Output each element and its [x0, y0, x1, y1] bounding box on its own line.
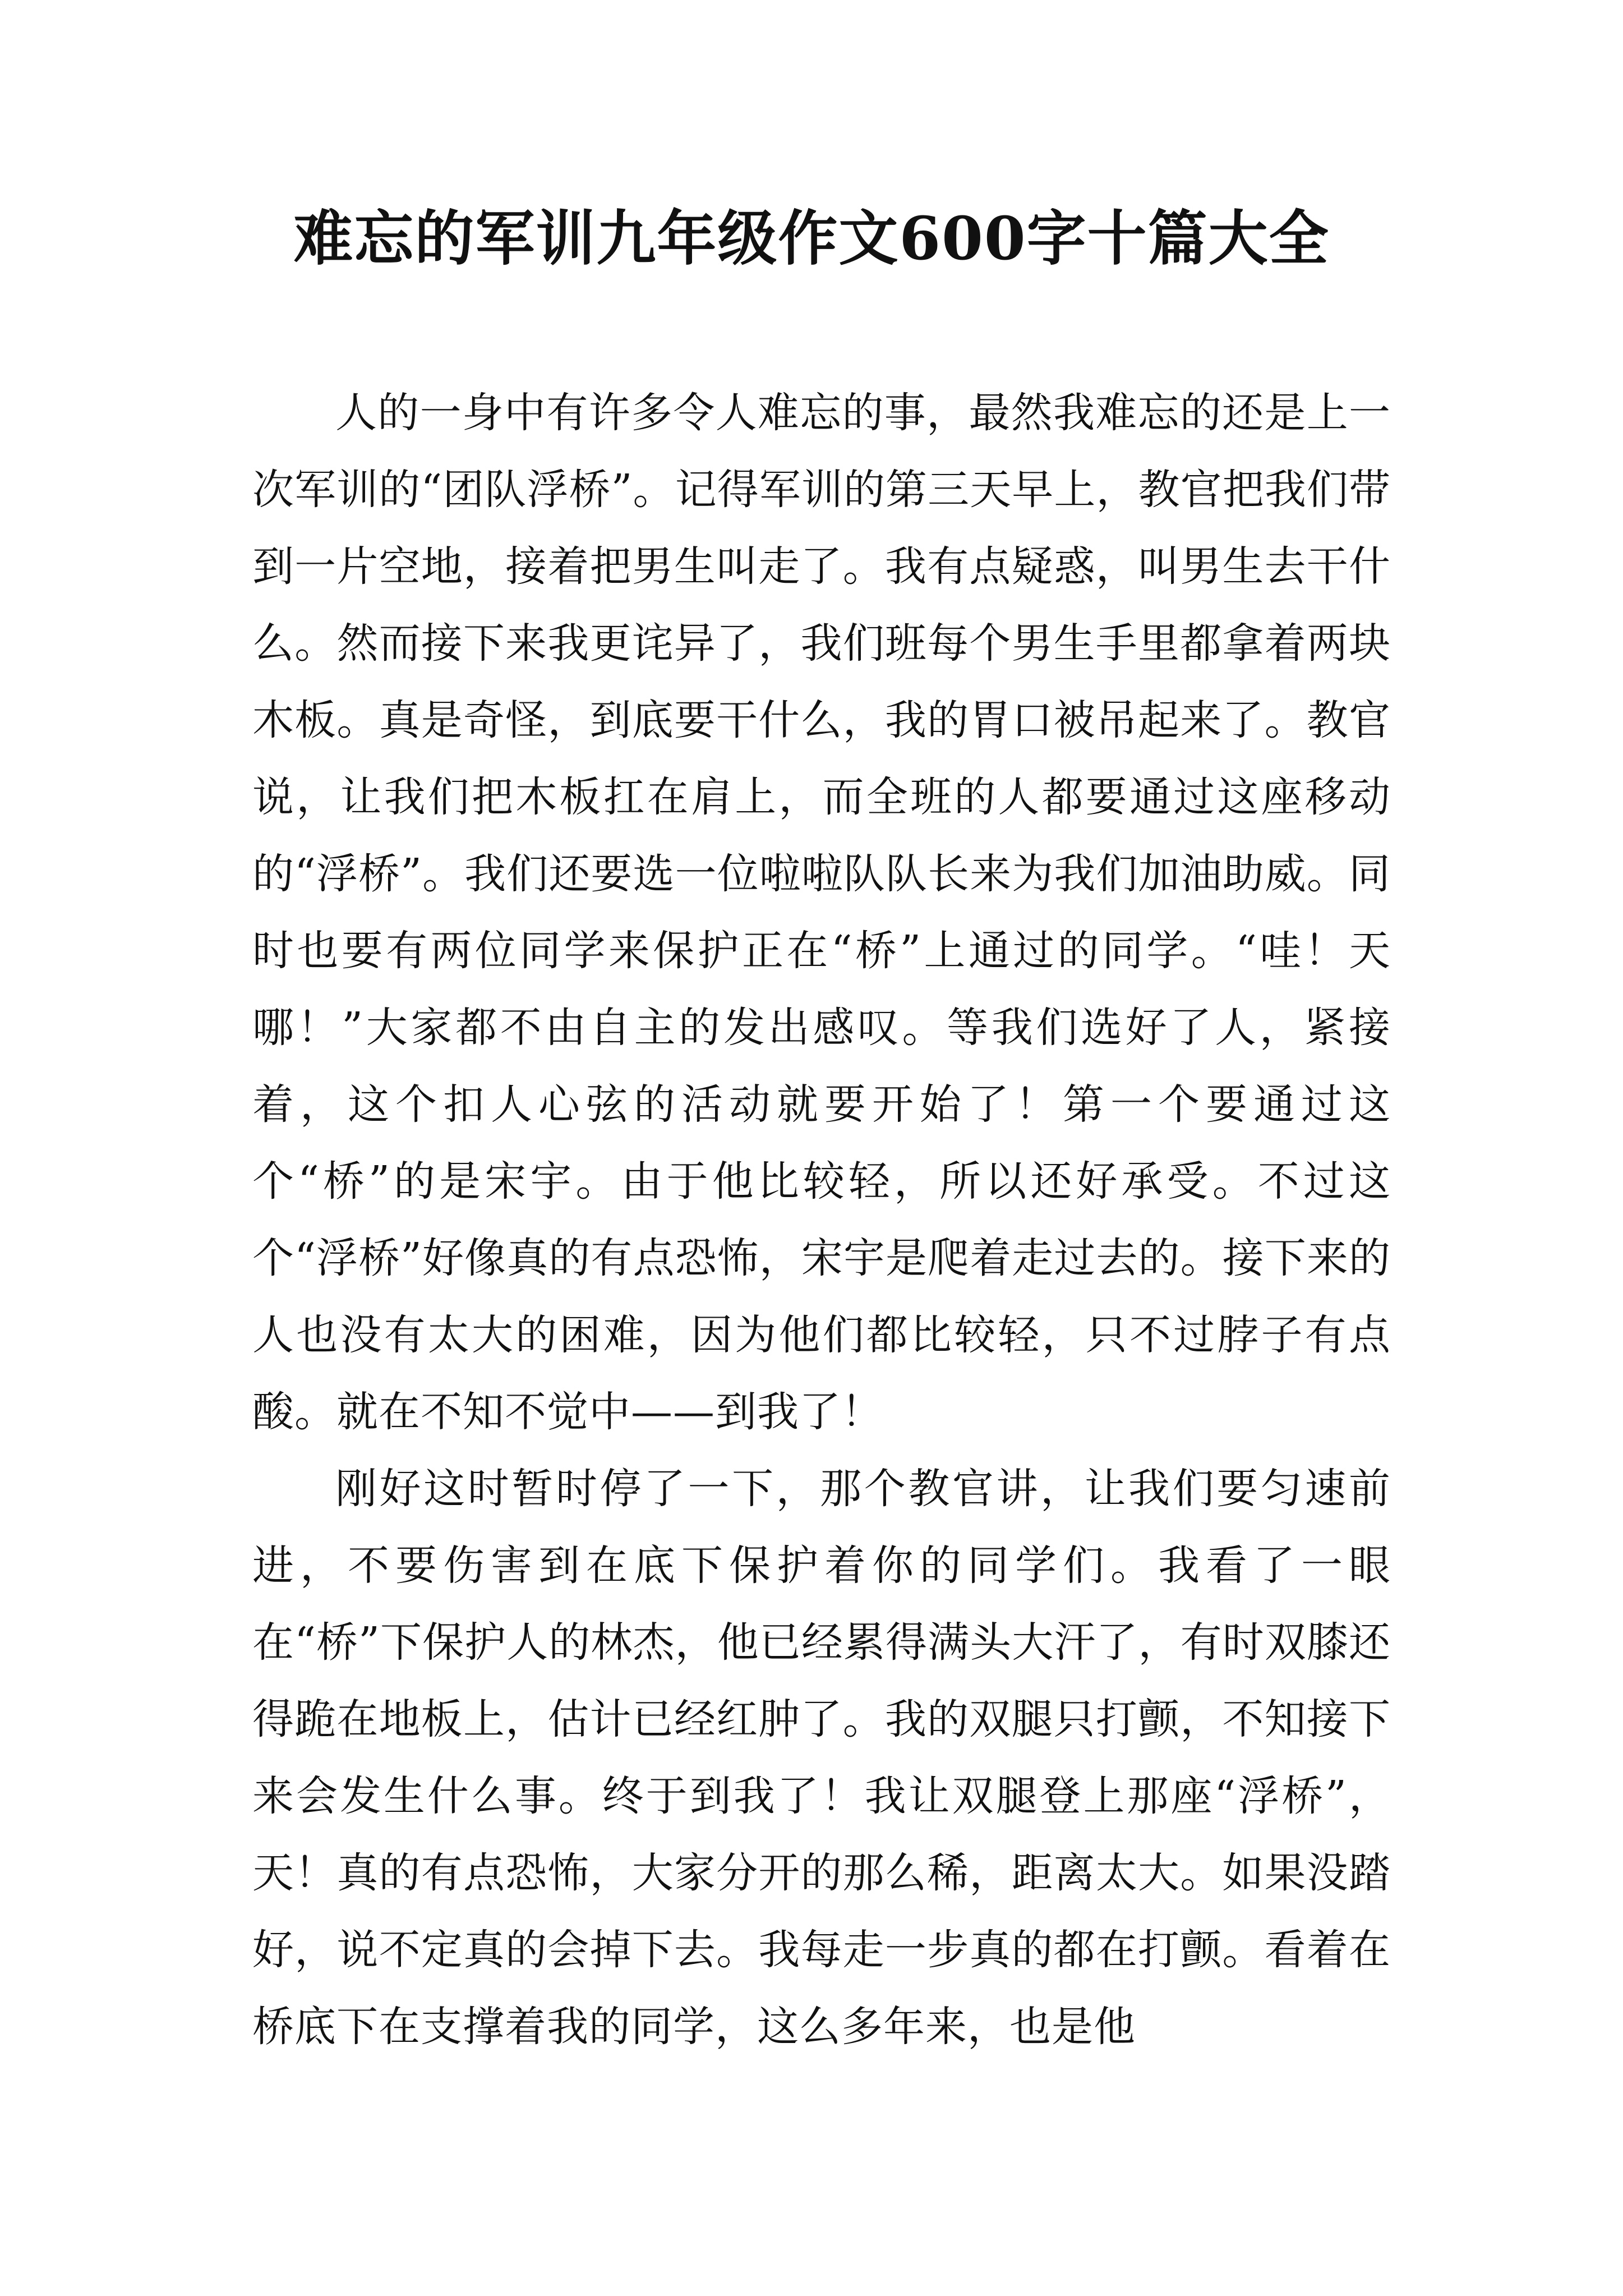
paragraph-2: 刚好这时暂时停了一下，那个教官讲，让我们要匀速前进，不要伤害到在底下保护着你的同学们。我看了一眼在“桥”下保护人的林杰，他已经累得满头大汗了，有时双膝还得跪在地板上，估计已经红肿了。我的双腿只打颤，不知接下来会发生什么事。终于到我了！我让双腿登上那座“浮桥”，天！真的有点恐怖，大家分开的那么稀，距离太大。如果没踏好，说不定真的会掉下去。我每走一步真的都在打颤。看着在桥底下在支撑着我的同学，这么多年来，也是他	[252, 1465, 1391, 2051]
paragraph-1: 人的一身中有许多令人难忘的事，最然我难忘的还是上一次军训的“团队浮桥”。记得军训的第三天早上，教官把我们带到一片空地，接着把男生叫走了。我有点疑惑，叫男生去干什么。然而接下来我更诧异了，我们班每个男生手里都拿着两块木板。真是奇怪，到底要干什么，我的胃口被吊起来了。教官说，让我们把木板扛在肩上，而全班的人都要通过这座移动的“浮桥”。我们还要选一位啦啦队队长来为我们加油助威。同时也要有两位同学来保护正在“桥”上通过的同学。“哇！天哪！”大家都不由自主的发出感叹。等我们选好了人，紧接着，这个扣人心弦的活动就要开始了！第一个要通过这个“桥”的是宋宇。由于他比较轻，所以还好承受。不过这个“浮桥”好像真的有点恐怖，宋宇是爬着走过去的。接下来的人也没有太大的困难，因为他们都比较轻，只不过脖子有点酸。就在不知不觉中——到我了！	[252, 389, 1391, 1436]
document-body	[252, 375, 1391, 2065]
document-title: 难忘的军训九年级作文600字十篇大全	[293, 203, 1330, 273]
